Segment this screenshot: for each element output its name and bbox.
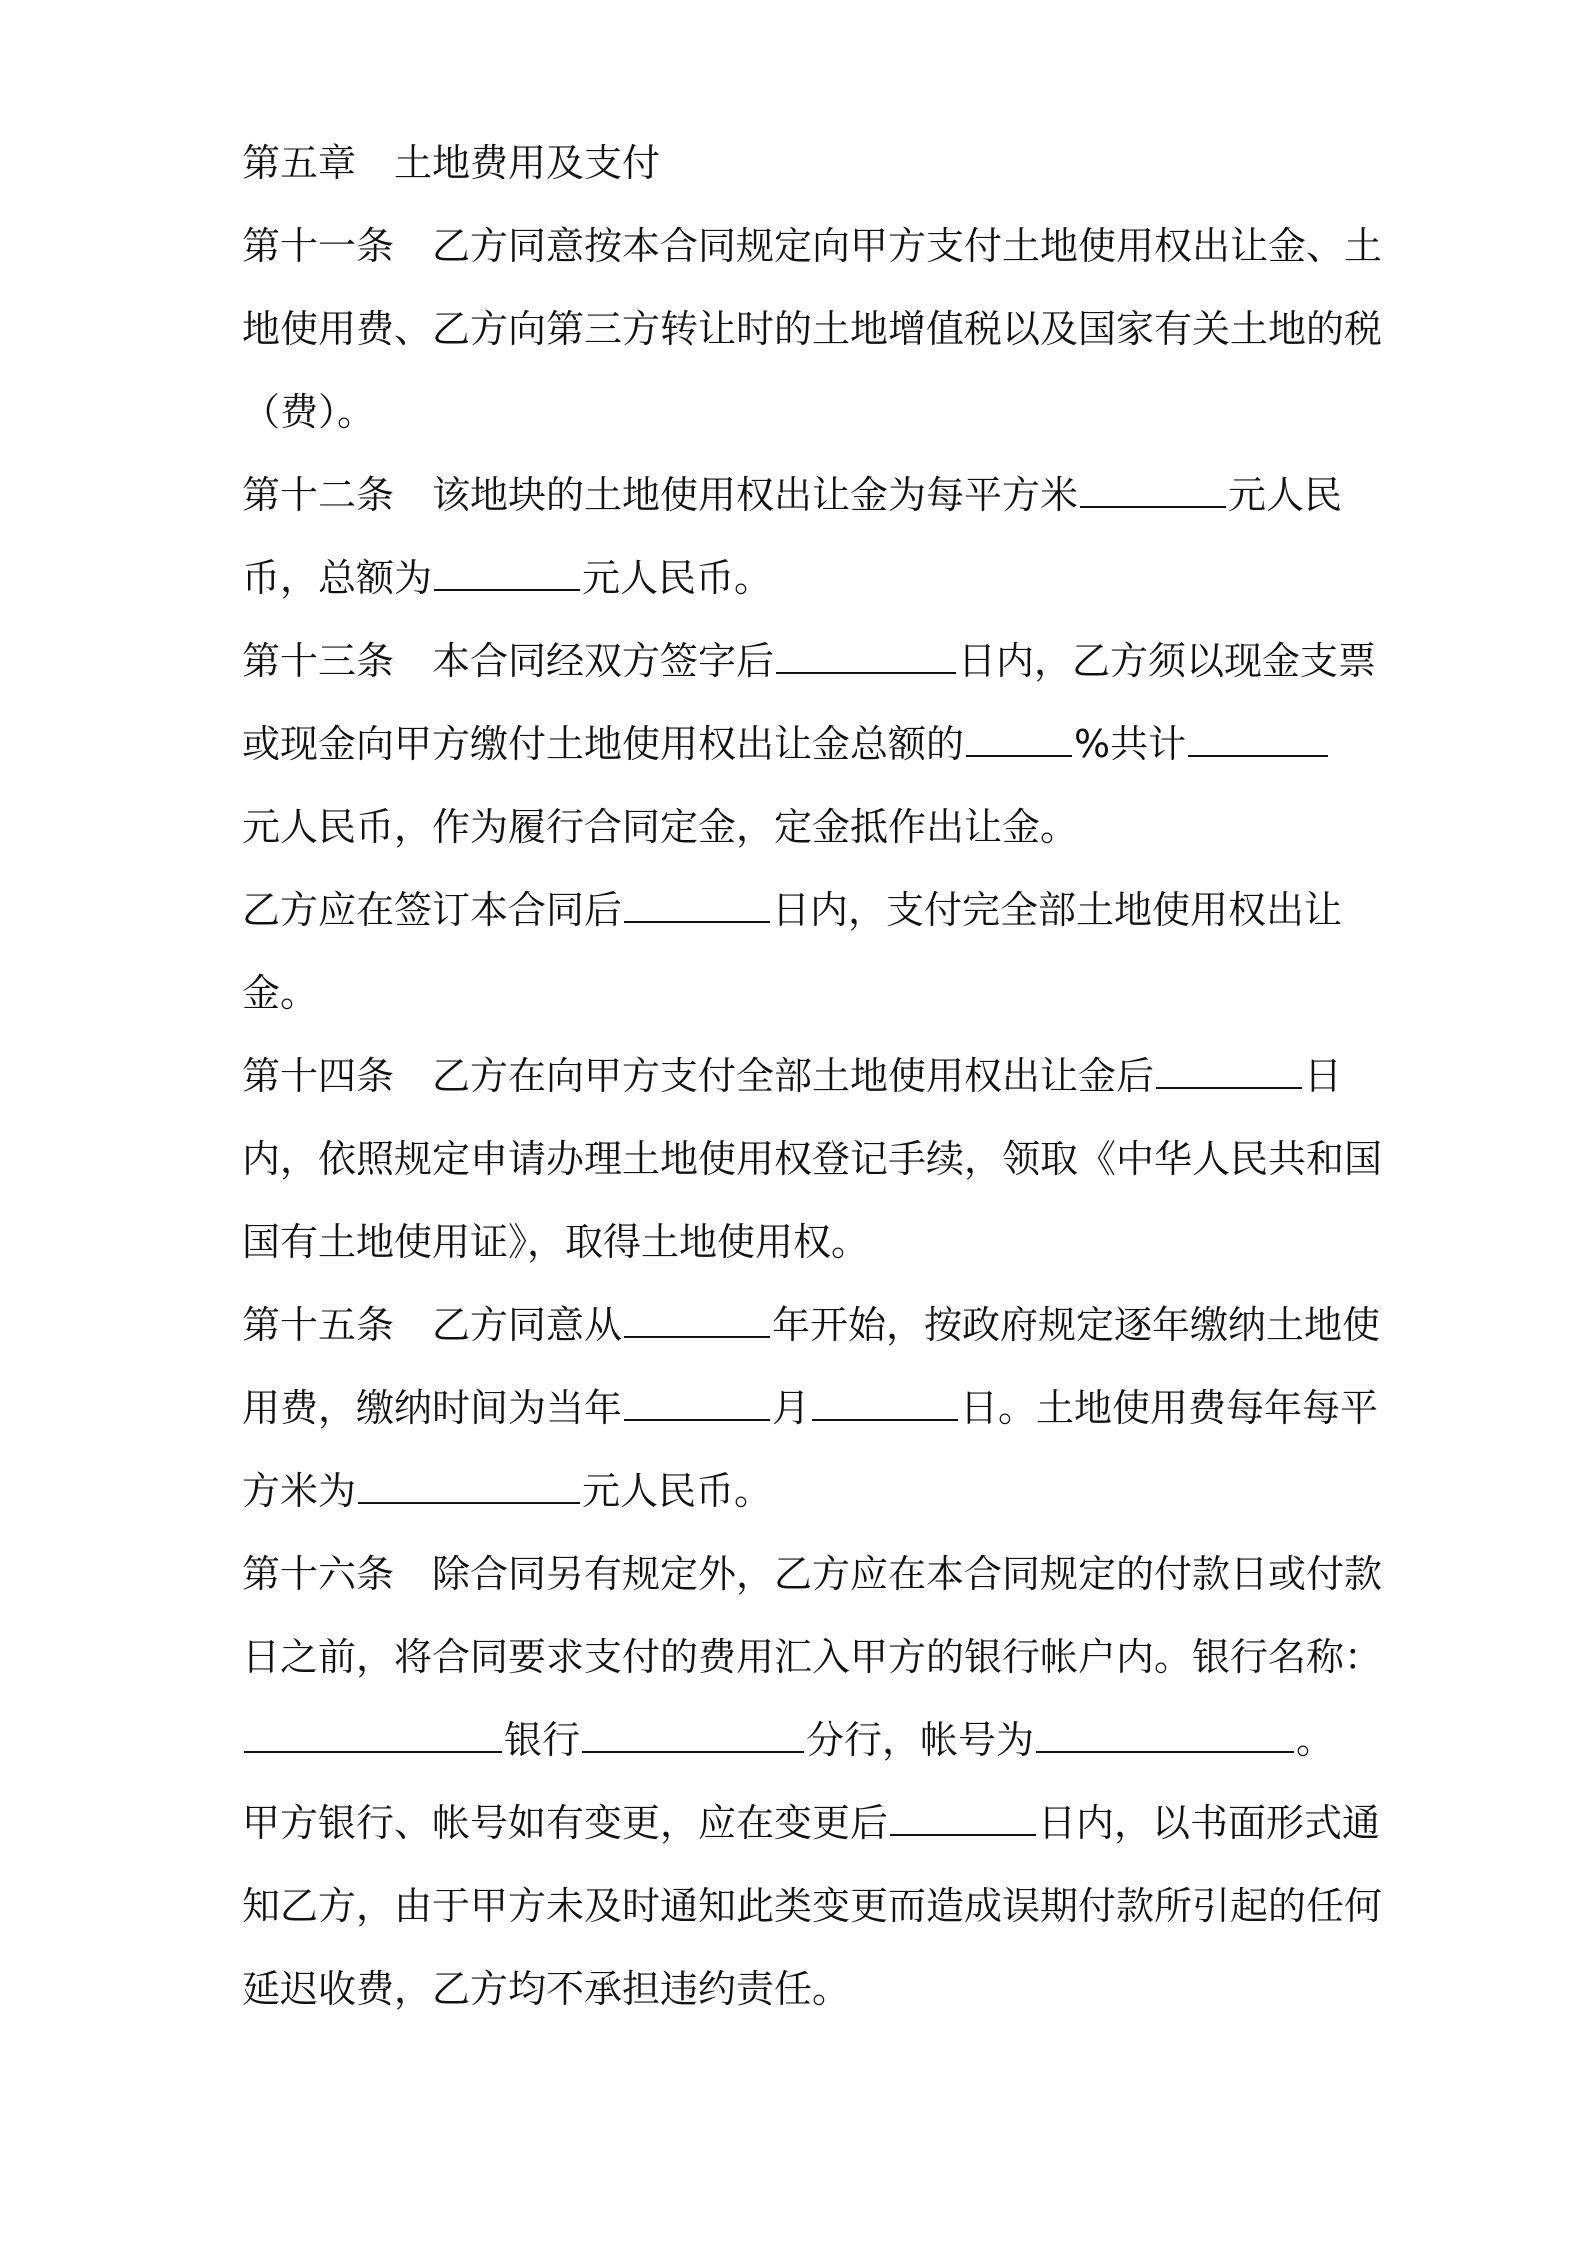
article-14-text: 内，依照规定申请办理土地使用权登记手续，领取《中华人民共和国 xyxy=(242,1137,1383,1181)
article-15-text: 方米为 xyxy=(242,1469,357,1513)
article-12-text: 第十二条 该地块的土地使用权出让金为每平方米 xyxy=(242,473,1079,517)
article-15-text: 月 xyxy=(772,1386,811,1430)
article-12-line-1 xyxy=(242,454,1360,537)
article-16-text: 甲方银行、帐号如有变更，应在变更后 xyxy=(242,1801,889,1845)
article-15-line-1 xyxy=(242,1284,1381,1367)
article-13-line-2 xyxy=(242,703,1360,786)
notice-days-blank xyxy=(890,1800,1036,1836)
article-14-line-2 xyxy=(242,1118,1383,1201)
article-13-line-4 xyxy=(242,869,1360,952)
article-15-line-2 xyxy=(242,1367,1379,1450)
article-14-line-3 xyxy=(242,1201,1360,1284)
article-12-text: 元人民币。 xyxy=(582,556,773,600)
article-16-line-4 xyxy=(242,1782,1381,1865)
account-number-blank xyxy=(1036,1717,1294,1753)
article-15-text: 年开始，按政府规定逐年缴纳土地使 xyxy=(772,1303,1381,1347)
article-15-text: 日。土地使用费每年每平 xyxy=(960,1386,1379,1430)
article-16-text: 延迟收费，乙方均不承担违约责任。 xyxy=(242,1967,851,2011)
contract-page xyxy=(242,122,1383,2031)
article-16-text: 第十六条 除合同另有规定外，乙方应在本合同规定的付款日或付款 xyxy=(242,1552,1383,1596)
article-14-line-1 xyxy=(242,1035,1360,1118)
start-year-blank xyxy=(624,1302,770,1338)
payment-days-blank xyxy=(624,887,770,923)
article-11-text: 第十一条 乙方同意按本合同规定向甲方支付土地使用权出让金、土 xyxy=(242,224,1383,268)
article-11-text: （费）。 xyxy=(242,390,376,434)
total-amount-blank xyxy=(434,555,580,591)
article-16-text: 。 xyxy=(1296,1718,1335,1762)
article-13-text: 日内，支付完全部土地使用权出让 xyxy=(772,888,1343,932)
article-16-line-1 xyxy=(242,1533,1383,1616)
article-16-line-3 xyxy=(242,1699,1360,1782)
article-11-line-2 xyxy=(242,288,1383,371)
article-15-text: 用费，缴纳时间为当年 xyxy=(242,1386,623,1430)
deposit-percent-blank xyxy=(966,721,1072,757)
article-12-line-2 xyxy=(242,537,1360,620)
article-16-line-2 xyxy=(242,1616,1383,1699)
payment-month-blank xyxy=(624,1385,770,1421)
payment-day-blank xyxy=(812,1385,958,1421)
registration-days-blank xyxy=(1156,1053,1302,1089)
article-13-line-5 xyxy=(242,952,1360,1035)
bank-name-blank xyxy=(244,1717,502,1753)
article-15-line-3 xyxy=(242,1450,1360,1533)
article-11-line-3 xyxy=(242,371,1360,454)
article-12-text: 元人民 xyxy=(1228,473,1343,517)
annual-fee-blank xyxy=(358,1468,580,1504)
price-per-sqm-blank xyxy=(1080,472,1226,508)
article-16-text: 银行 xyxy=(504,1718,581,1762)
article-16-text: 知乙方，由于甲方未及时通知此类变更而造成误期付款所引起的任何 xyxy=(242,1884,1383,1928)
days-after-signing-blank xyxy=(776,638,956,674)
chapter-heading xyxy=(242,122,1360,205)
article-16-text: 日内，以书面形式通 xyxy=(1038,1801,1381,1845)
branch-name-blank xyxy=(582,1717,804,1753)
article-16-line-6 xyxy=(242,1948,1360,2031)
article-15-text: 元人民币。 xyxy=(582,1469,773,1513)
article-13-text: 乙方应在签订本合同后 xyxy=(242,888,623,932)
article-13-text: 元人民币，作为履行合同定金，定金抵作出让金。 xyxy=(242,805,1079,849)
article-14-text: 国有土地使用证》，取得土地使用权。 xyxy=(242,1220,870,1264)
article-13-text: 金。 xyxy=(242,971,319,1015)
article-11-text: 地使用费、乙方向第三方转让时的土地增值税以及国家有关土地的税 xyxy=(242,307,1383,351)
article-13-text: %共计 xyxy=(1074,722,1187,766)
article-16-line-5 xyxy=(242,1865,1383,1948)
article-13-line-1 xyxy=(242,620,1377,703)
article-16-text: 分行，帐号为 xyxy=(806,1718,1035,1762)
chapter-title: 第五章 土地费用及支付 xyxy=(242,141,661,185)
article-13-text: 日内，乙方须以现金支票 xyxy=(958,639,1377,683)
article-13-text: 或现金向甲方缴付土地使用权出让金总额的 xyxy=(242,722,965,766)
article-12-text: 币，总额为 xyxy=(242,556,433,600)
article-16-text: 日之前，将合同要求支付的费用汇入甲方的银行帐户内。银行名称： xyxy=(242,1635,1383,1679)
article-13-text: 第十三条 本合同经双方签字后 xyxy=(242,639,775,683)
article-15-text: 第十五条 乙方同意从 xyxy=(242,1303,623,1347)
article-14-text: 第十四条 乙方在向甲方支付全部土地使用权出让金后 xyxy=(242,1054,1155,1098)
article-14-text: 日 xyxy=(1304,1054,1343,1098)
article-13-line-3 xyxy=(242,786,1360,869)
article-11-line-1 xyxy=(242,205,1383,288)
deposit-total-blank xyxy=(1188,721,1328,757)
